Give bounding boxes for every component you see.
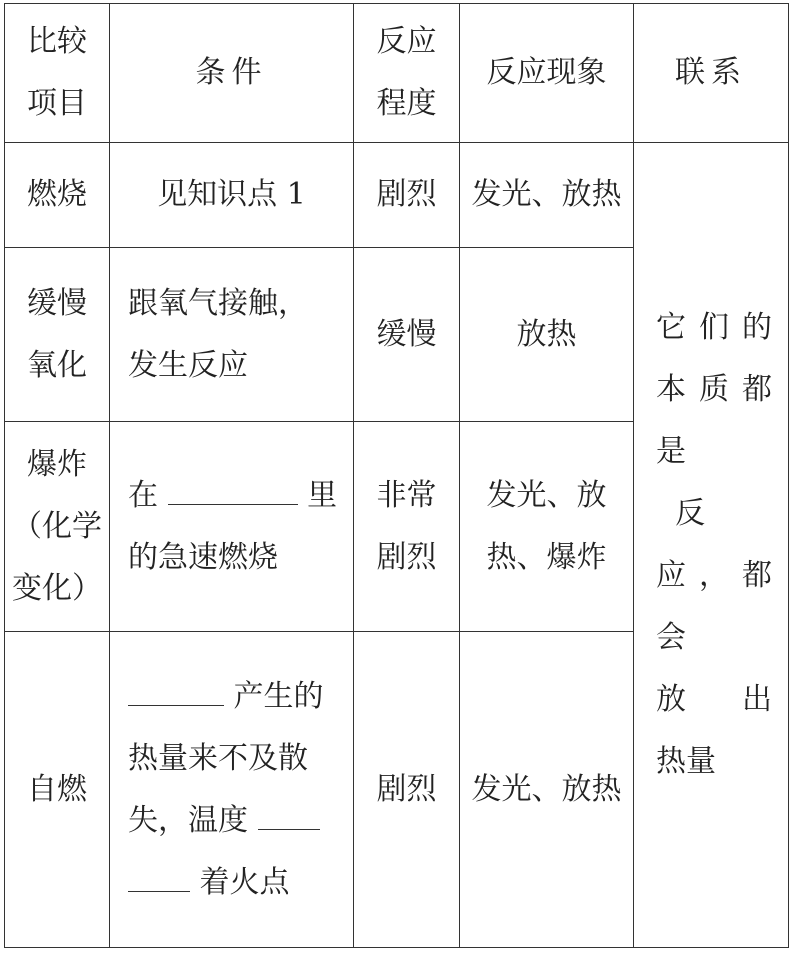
header-condition: 条件 [110,4,354,143]
row-slow-oxidation-condition [110,248,354,422]
relation-line5: 应，都会 [656,558,772,655]
relation-line4-text: 反 [675,496,706,531]
row-explosion-condition-line2: 的急速燃烧 [128,539,278,575]
spontaneous-blank-3 [128,865,190,892]
row-explosion-condition [110,422,354,632]
row-explosion-item-line3: 变化） [12,570,102,606]
row-slow-oxidation-phenomenon: 放热 [460,248,634,422]
explosion-blank [168,478,298,505]
row-explosion-condition-after: 里 [307,477,338,513]
spontaneous-blank-2 [258,803,320,830]
row-spontaneous-condition-line1-text: 产生的 [233,678,324,714]
relation-line6: 放 出 [656,682,772,717]
relation-line2: 本质都 [656,372,772,407]
row-slow-oxidation-item [5,248,110,422]
row-spontaneous-degree: 剧烈 [354,632,460,948]
header-phenomenon: 反应现象 [460,4,634,143]
row-spontaneous-condition-line3 [128,790,353,852]
row-explosion-degree-line1: 非常 [376,477,437,513]
relation-line1: 它们的 [656,310,772,345]
header-degree [354,4,460,143]
header-degree-line2: 程度 [376,86,437,121]
header-item [5,4,110,143]
row-explosion-degree-line2: 剧烈 [376,539,437,575]
header-item-line1: 比较 [27,24,87,59]
table-row [5,143,789,248]
row-spontaneous-condition [110,632,354,948]
row-spontaneous-condition-line3-text: 失，温度 [128,802,248,838]
row-spontaneous-condition-line1 [128,666,353,728]
row-explosion-phenomenon [460,422,634,632]
row-spontaneous-condition-line4-text: 着火点 [199,864,290,900]
row-slow-oxidation-degree: 缓慢 [354,248,460,422]
header-relation: 联系 [634,4,789,143]
row-explosion-condition-before: 在 [128,477,158,513]
row-slow-oxidation-item-line2: 氧化 [27,347,87,383]
row-spontaneous-condition-line4 [128,852,353,914]
row-combustion-degree: 剧烈 [354,143,460,248]
row-combustion-phenomenon: 发光、放热 [460,143,634,248]
row-explosion-item-line2: （化学 [12,508,102,544]
row-explosion-item-line1: 爆炸 [27,446,87,482]
relation-line3 [656,421,772,483]
row-explosion-phenomenon-line1: 发光、放 [486,477,607,513]
header-degree-line1: 反应 [376,24,437,59]
row-slow-oxidation-condition-line1: 跟氧气接触， [128,285,308,321]
row-spontaneous-phenomenon: 发光、放热 [460,632,634,948]
relation-line3-text: 是 [656,434,686,469]
row-explosion-degree [354,422,460,632]
row-slow-oxidation-item-line1: 缓慢 [27,285,87,321]
row-explosion-condition-line1 [128,465,353,527]
header-item-line2: 项目 [27,86,87,121]
relation-line4 [656,483,772,545]
row-spontaneous-item: 自燃 [5,632,110,948]
spontaneous-blank-1 [128,679,224,706]
row-combustion-condition: 见知识点 1 [110,143,354,248]
row-slow-oxidation-condition-line2: 发生反应 [128,347,248,383]
relation-line7: 热量 [656,744,716,779]
row-explosion-phenomenon-line2: 热、爆炸 [486,539,607,575]
relation-cell [634,143,789,948]
combustion-comparison-table [4,3,789,948]
row-explosion-item [5,422,110,632]
row-combustion-item: 燃烧 [5,143,110,248]
table-header-row [5,4,789,143]
row-spontaneous-condition-line2: 热量来不及散 [128,740,308,776]
